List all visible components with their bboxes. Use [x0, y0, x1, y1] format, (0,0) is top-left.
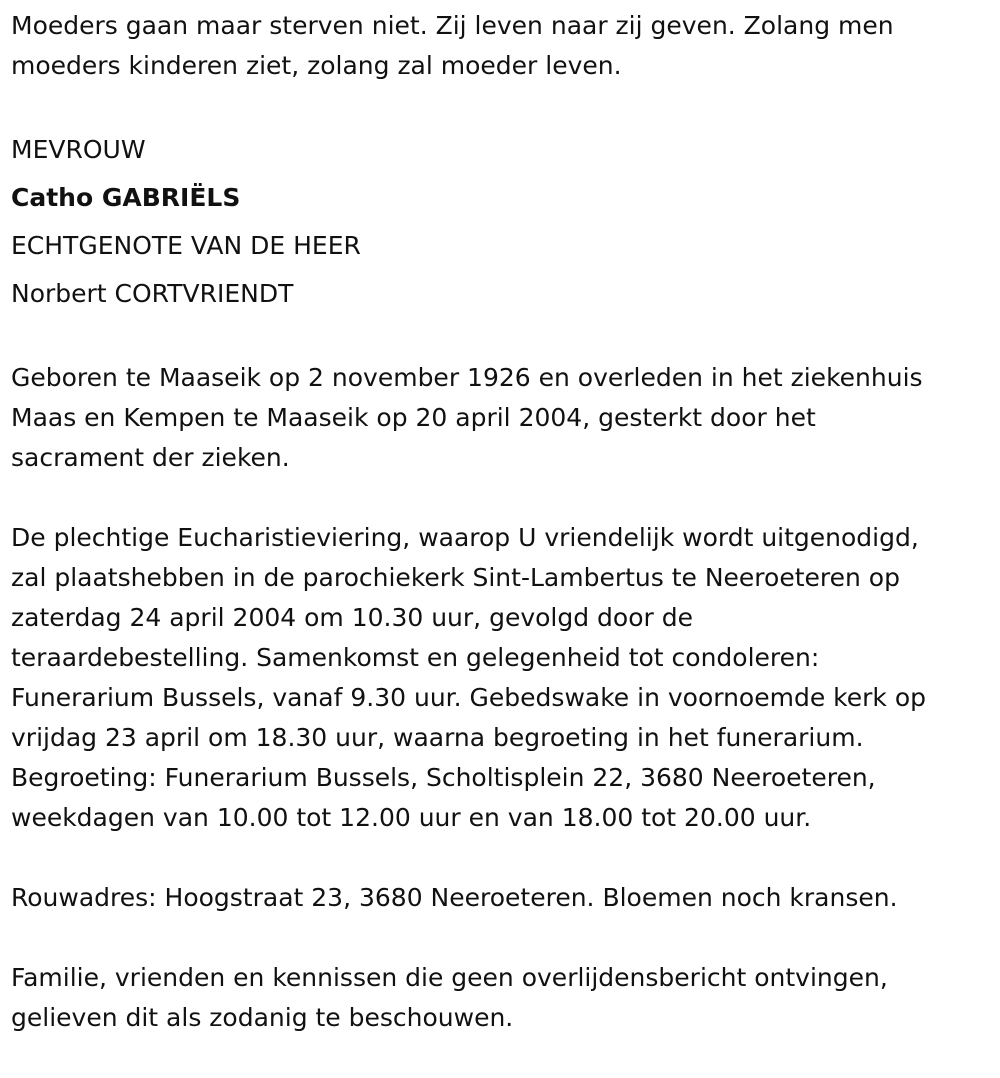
ceremony-line: teraardebestelling. Samenkomst en gelegenheid tot condoleren: — [11, 643, 820, 672]
birth-death-line: Geboren te Maaseik op 2 november 1926 en overleden in het ziekenhuis — [11, 363, 923, 392]
ceremony-paragraph — [11, 518, 996, 838]
ceremony-line: vrijdag 23 april om 18.30 uur, waarna begroeting in het funerarium. — [11, 723, 864, 752]
ceremony-line: Begroeting: Funerarium Bussels, Scholtisplein 22, 3680 Neeroeteren, — [11, 763, 876, 792]
ceremony-line: De plechtige Eucharistieviering, waarop U vriendelijk wordt uitgenodigd, — [11, 523, 919, 552]
ceremony-line: Funerarium Bussels, vanaf 9.30 uur. Gebedswake in voornoemde kerk op — [11, 683, 926, 712]
closing-line: gelieven dit als zodanig te beschouwen. — [11, 1003, 514, 1032]
motto-line: moeders kinderen ziet, zolang zal moeder leven. — [11, 51, 622, 80]
address-paragraph — [11, 878, 996, 918]
birth-death-line: Maas en Kempen te Maaseik op 20 april 2004, gesterkt door het — [11, 403, 816, 432]
spouse-name: Norbert CORTVRIENDT — [11, 279, 294, 308]
relation-line: ECHTGENOTE VAN DE HEER — [11, 231, 361, 260]
deceased-name: Catho GABRIËLS — [11, 183, 241, 212]
deceased-header — [11, 126, 996, 318]
ceremony-line: weekdagen van 10.00 tot 12.00 uur en van 18.00 tot 20.00 uur. — [11, 803, 812, 832]
motto-paragraph — [11, 6, 996, 86]
address-line: Rouwadres: Hoogstraat 23, 3680 Neeroeteren. Bloemen noch kransen. — [11, 883, 898, 912]
closing-line: Familie, vrienden en kennissen die geen overlijdensbericht ontvingen, — [11, 963, 888, 992]
motto-line: Moeders gaan maar sterven niet. Zij leven naar zij geven. Zolang men — [11, 11, 894, 40]
ceremony-line: zal plaatshebben in de parochiekerk Sint-Lambertus te Neeroeteren op — [11, 563, 900, 592]
birth-death-line: sacrament der zieken. — [11, 443, 290, 472]
title-line: MEVROUW — [11, 135, 146, 164]
birth-death-paragraph — [11, 358, 996, 478]
ceremony-line: zaterdag 24 april 2004 om 10.30 uur, gevolgd door de — [11, 603, 693, 632]
closing-paragraph — [11, 958, 996, 1038]
obituary-document — [11, 6, 996, 1078]
